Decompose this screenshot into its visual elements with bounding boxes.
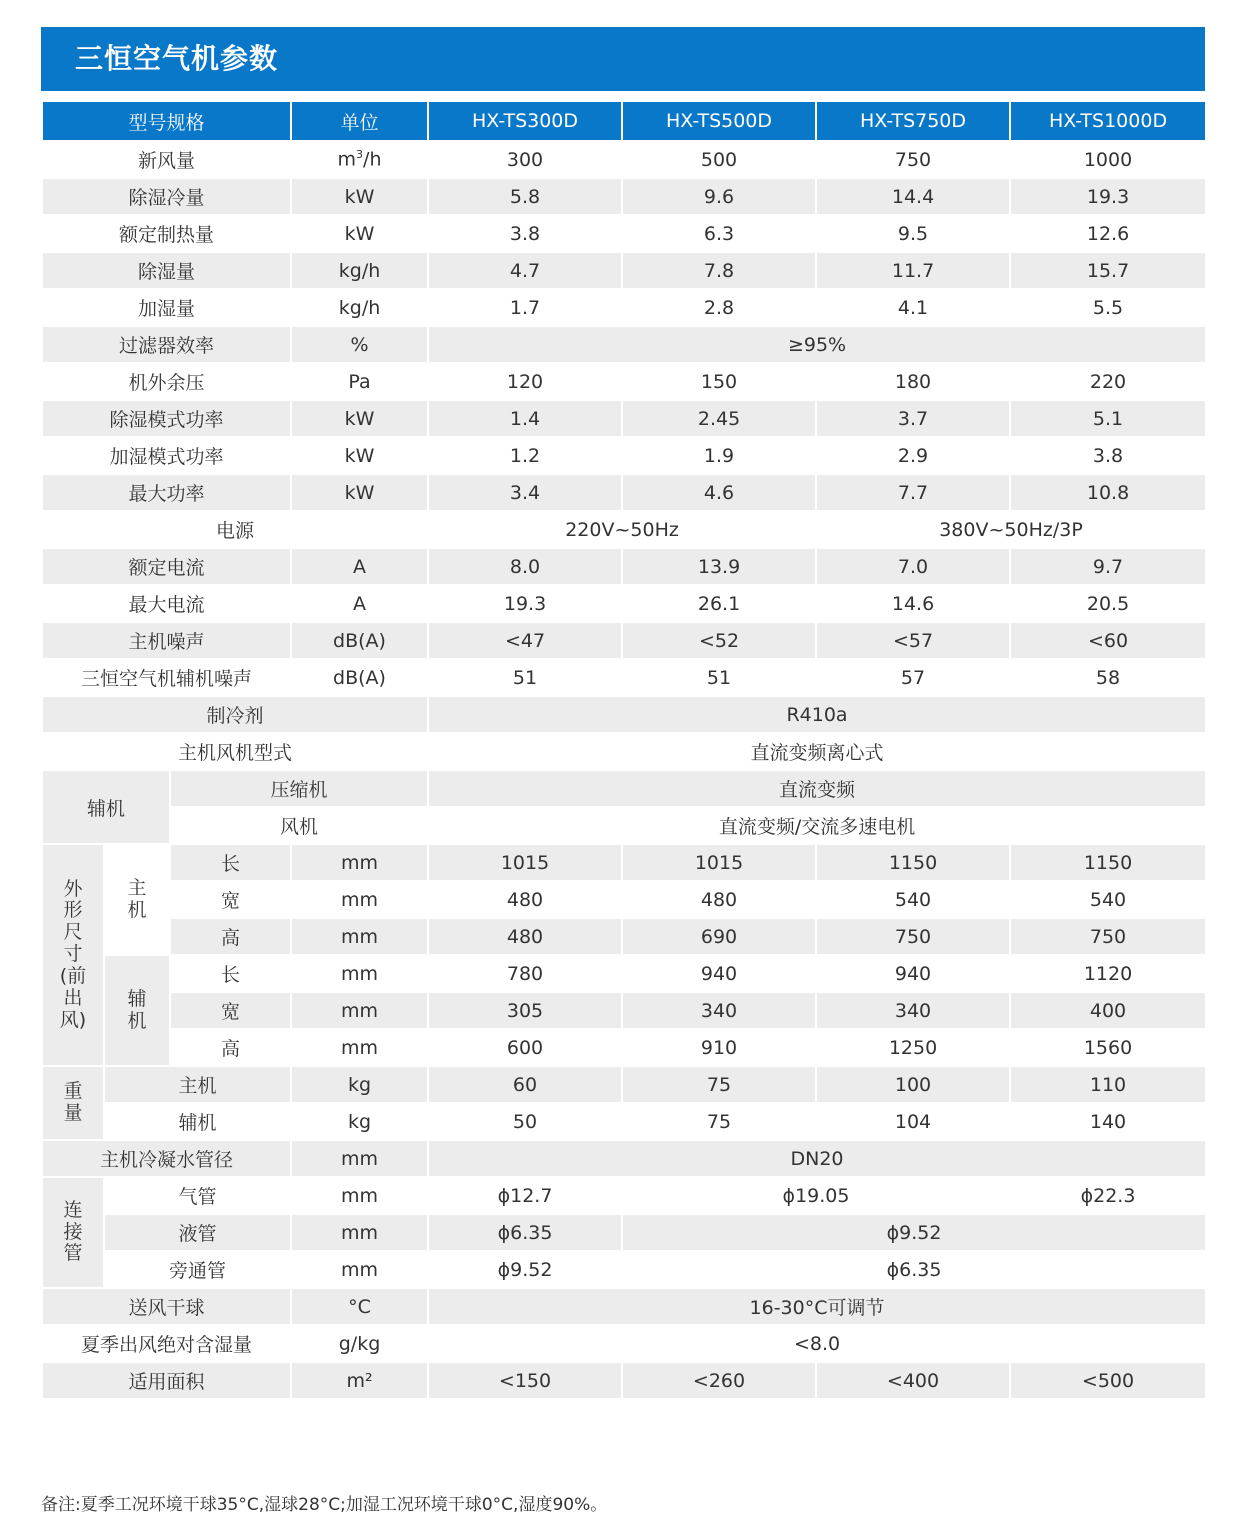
- row-label: 辅机: [104, 1103, 291, 1140]
- cell-value: 直流变频离心式: [428, 733, 1206, 770]
- row-label: 新风量: [42, 141, 291, 178]
- row-unit: mm: [291, 844, 428, 881]
- row-unit: mm: [291, 881, 428, 918]
- cell-value: 8.0: [428, 548, 622, 585]
- cell-value: ϕ6.35: [428, 1214, 622, 1251]
- cell-value: 480: [622, 881, 816, 918]
- cell-value: 7.8: [622, 252, 816, 289]
- cell-value: 140: [1010, 1103, 1206, 1140]
- table-row: [42, 215, 1206, 252]
- row-unit: kW: [291, 215, 428, 252]
- cell-value: 540: [816, 881, 1010, 918]
- row-label: 长: [170, 844, 291, 881]
- cell-value: ≥95%: [428, 326, 1206, 363]
- cell-value: 150: [622, 363, 816, 400]
- table-row: [42, 918, 1206, 955]
- table-row: [42, 548, 1206, 585]
- cell-value: 20.5: [1010, 585, 1206, 622]
- row-unit: kg/h: [291, 289, 428, 326]
- table-row: [42, 733, 1206, 770]
- row-unit: mm: [291, 1177, 428, 1214]
- header-model-3: HX-TS750D: [816, 101, 1010, 141]
- cell-value: <8.0: [428, 1325, 1206, 1362]
- group-label-aux-unit: 辅 机: [104, 955, 170, 1066]
- spec-table: [41, 100, 1207, 1400]
- row-unit: mm: [291, 955, 428, 992]
- cell-value: 940: [622, 955, 816, 992]
- table-row: [42, 1029, 1206, 1066]
- group-label-main-unit: 主 机: [104, 844, 170, 955]
- cell-value: 60: [428, 1066, 622, 1103]
- cell-value: 1120: [1010, 955, 1206, 992]
- table-row: [42, 289, 1206, 326]
- footnote: 备注:夏季工况环境干球35°C,湿球28°C;加湿工况环境干球0°C,湿度90%。: [41, 1495, 608, 1515]
- table-row: [42, 511, 1206, 548]
- cell-value: 3.8: [1010, 437, 1206, 474]
- table-row: [42, 1177, 1206, 1214]
- cell-value: <57: [816, 622, 1010, 659]
- cell-value: 3.8: [428, 215, 622, 252]
- row-unit: dB(A): [291, 659, 428, 696]
- cell-value: 1250: [816, 1029, 1010, 1066]
- cell-value: <150: [428, 1362, 622, 1399]
- cell-value: <47: [428, 622, 622, 659]
- table-row: [42, 1214, 1206, 1251]
- cell-value: <260: [622, 1362, 816, 1399]
- cell-value: 7.7: [816, 474, 1010, 511]
- cell-value: 110: [1010, 1066, 1206, 1103]
- table-row: [42, 1251, 1206, 1288]
- row-unit: kW: [291, 400, 428, 437]
- table-row: [42, 252, 1206, 289]
- cell-value: ϕ22.3: [1010, 1177, 1206, 1214]
- row-label: 液管: [104, 1214, 291, 1251]
- row-unit: kg: [291, 1066, 428, 1103]
- cell-value: 4.7: [428, 252, 622, 289]
- row-label: 电源: [42, 511, 428, 548]
- header-model: 型号规格: [42, 101, 291, 141]
- table-row: [42, 1362, 1206, 1399]
- cell-value: 1150: [816, 844, 1010, 881]
- cell-value: 690: [622, 918, 816, 955]
- row-unit: kW: [291, 474, 428, 511]
- row-label: 加湿量: [42, 289, 291, 326]
- row-label: 夏季出风绝对含湿量: [42, 1325, 291, 1362]
- cell-value: ϕ12.7: [428, 1177, 622, 1214]
- cell-value: 直流变频/交流多速电机: [428, 807, 1206, 844]
- row-unit: A: [291, 548, 428, 585]
- cell-value: 340: [816, 992, 1010, 1029]
- cell-value: 340: [622, 992, 816, 1029]
- cell-value: 3.7: [816, 400, 1010, 437]
- cell-value: 1560: [1010, 1029, 1206, 1066]
- row-unit: $m^3/h$: [291, 141, 428, 178]
- cell-value: 2.8: [622, 289, 816, 326]
- table-row: [42, 659, 1206, 696]
- cell-value: <500: [1010, 1362, 1206, 1399]
- row-unit: kg/h: [291, 252, 428, 289]
- row-label: 主机风机型式: [42, 733, 428, 770]
- row-label: 过滤器效率: [42, 326, 291, 363]
- row-unit: mm: [291, 992, 428, 1029]
- cell-value: 750: [816, 141, 1010, 178]
- row-unit: kg: [291, 1103, 428, 1140]
- cell-value: 305: [428, 992, 622, 1029]
- row-unit: mm: [291, 1029, 428, 1066]
- cell-value: 380V~50Hz/3P: [816, 511, 1206, 548]
- cell-value: 51: [428, 659, 622, 696]
- row-label: 三恒空气机辅机噪声: [42, 659, 291, 696]
- table-row: [42, 437, 1206, 474]
- row-unit: °C: [291, 1288, 428, 1325]
- cell-value: <60: [1010, 622, 1206, 659]
- cell-value: 480: [428, 918, 622, 955]
- table-row: [42, 141, 1206, 178]
- cell-value: <400: [816, 1362, 1010, 1399]
- table-row: [42, 178, 1206, 215]
- table-row: [42, 1288, 1206, 1325]
- row-label: 送风干球: [42, 1288, 291, 1325]
- cell-value: DN20: [428, 1140, 1206, 1177]
- table-row: [42, 363, 1206, 400]
- cell-value: 1.9: [622, 437, 816, 474]
- row-label: 压缩机: [170, 770, 428, 807]
- row-label: 长: [170, 955, 291, 992]
- row-unit: mm: [291, 1214, 428, 1251]
- row-unit: m²: [291, 1362, 428, 1399]
- row-unit: mm: [291, 1251, 428, 1288]
- row-label: 最大功率: [42, 474, 291, 511]
- cell-value: ϕ9.52: [622, 1214, 1206, 1251]
- cell-value: 14.4: [816, 178, 1010, 215]
- table-row: [42, 1066, 1206, 1103]
- table-row: [42, 400, 1206, 437]
- header-model-4: HX-TS1000D: [1010, 101, 1206, 141]
- cell-value: 7.0: [816, 548, 1010, 585]
- cell-value: 1150: [1010, 844, 1206, 881]
- cell-value: 15.7: [1010, 252, 1206, 289]
- cell-value: 1.2: [428, 437, 622, 474]
- group-label-pipes: 连 接 管: [42, 1177, 104, 1288]
- row-label: 高: [170, 918, 291, 955]
- cell-value: 9.5: [816, 215, 1010, 252]
- table-row: [42, 585, 1206, 622]
- cell-value: 4.6: [622, 474, 816, 511]
- row-label: 适用面积: [42, 1362, 291, 1399]
- cell-value: 直流变频: [428, 770, 1206, 807]
- row-unit: kW: [291, 437, 428, 474]
- cell-value: 120: [428, 363, 622, 400]
- cell-value: 50: [428, 1103, 622, 1140]
- cell-value: 910: [622, 1029, 816, 1066]
- cell-value: 19.3: [1010, 178, 1206, 215]
- cell-value: 750: [1010, 918, 1206, 955]
- row-label: 宽: [170, 992, 291, 1029]
- cell-value: 2.45: [622, 400, 816, 437]
- cell-value: 1000: [1010, 141, 1206, 178]
- cell-value: 1.4: [428, 400, 622, 437]
- row-unit: kW: [291, 178, 428, 215]
- cell-value: 57: [816, 659, 1010, 696]
- table-row: [42, 1325, 1206, 1362]
- cell-value: 13.9: [622, 548, 816, 585]
- cell-value: 220: [1010, 363, 1206, 400]
- group-label-weight: 重 量: [42, 1066, 104, 1140]
- row-label: 除湿冷量: [42, 178, 291, 215]
- cell-value: 26.1: [622, 585, 816, 622]
- cell-value: 750: [816, 918, 1010, 955]
- cell-value: 940: [816, 955, 1010, 992]
- row-label: 制冷剂: [42, 696, 428, 733]
- cell-value: 1.7: [428, 289, 622, 326]
- cell-value: ϕ9.52: [428, 1251, 622, 1288]
- table-row: [42, 770, 1206, 807]
- cell-value: 540: [1010, 881, 1206, 918]
- cell-value: 3.4: [428, 474, 622, 511]
- row-label: 风机: [170, 807, 428, 844]
- cell-value: 11.7: [816, 252, 1010, 289]
- row-label: 主机噪声: [42, 622, 291, 659]
- row-label: 主机: [104, 1066, 291, 1103]
- cell-value: 12.6: [1010, 215, 1206, 252]
- group-label-aux: 辅机: [42, 770, 170, 844]
- row-label: 旁通管: [104, 1251, 291, 1288]
- cell-value: 14.6: [816, 585, 1010, 622]
- cell-value: 75: [622, 1066, 816, 1103]
- cell-value: 51: [622, 659, 816, 696]
- cell-value: 10.8: [1010, 474, 1206, 511]
- cell-value: 100: [816, 1066, 1010, 1103]
- table-row: [42, 326, 1206, 363]
- cell-value: 2.9: [816, 437, 1010, 474]
- cell-value: 1015: [428, 844, 622, 881]
- table-row: [42, 1140, 1206, 1177]
- table-row: [42, 1103, 1206, 1140]
- cell-value: 5.1: [1010, 400, 1206, 437]
- row-label: 加湿模式功率: [42, 437, 291, 474]
- cell-value: 75: [622, 1103, 816, 1140]
- row-unit: mm: [291, 918, 428, 955]
- row-label: 机外余压: [42, 363, 291, 400]
- cell-value: 300: [428, 141, 622, 178]
- cell-value: R410a: [428, 696, 1206, 733]
- table-row: [42, 992, 1206, 1029]
- row-unit: A: [291, 585, 428, 622]
- header-unit: 单位: [291, 101, 428, 141]
- table-row: [42, 696, 1206, 733]
- header-model-1: HX-TS300D: [428, 101, 622, 141]
- row-unit: %: [291, 326, 428, 363]
- table-row: [42, 955, 1206, 992]
- row-label: 额定制热量: [42, 215, 291, 252]
- row-label: 额定电流: [42, 548, 291, 585]
- table-row: [42, 807, 1206, 844]
- cell-value: 480: [428, 881, 622, 918]
- table-row: [42, 881, 1206, 918]
- cell-value: 58: [1010, 659, 1206, 696]
- cell-value: 600: [428, 1029, 622, 1066]
- cell-value: 1015: [622, 844, 816, 881]
- row-unit: mm: [291, 1140, 428, 1177]
- table-row: [42, 844, 1206, 881]
- cell-value: ϕ19.05: [622, 1177, 1010, 1214]
- cell-value: 400: [1010, 992, 1206, 1029]
- row-label: 除湿量: [42, 252, 291, 289]
- row-label: 除湿模式功率: [42, 400, 291, 437]
- row-unit: Pa: [291, 363, 428, 400]
- row-label: 最大电流: [42, 585, 291, 622]
- row-label: 气管: [104, 1177, 291, 1214]
- cell-value: <52: [622, 622, 816, 659]
- cell-value: 5.5: [1010, 289, 1206, 326]
- table-header: [42, 101, 1206, 141]
- group-label-dimensions: 外 形 尺 寸 (前 出 风): [42, 844, 104, 1066]
- cell-value: ϕ6.35: [622, 1251, 1206, 1288]
- cell-value: 9.7: [1010, 548, 1206, 585]
- row-label: 高: [170, 1029, 291, 1066]
- cell-value: 780: [428, 955, 622, 992]
- table-row: [42, 474, 1206, 511]
- cell-value: 500: [622, 141, 816, 178]
- cell-value: 9.6: [622, 178, 816, 215]
- row-label: 主机冷凝水管径: [42, 1140, 291, 1177]
- cell-value: 5.8: [428, 178, 622, 215]
- cell-value: 6.3: [622, 215, 816, 252]
- cell-value: 19.3: [428, 585, 622, 622]
- cell-value: 16-30°C可调节: [428, 1288, 1206, 1325]
- cell-value: 180: [816, 363, 1010, 400]
- cell-value: 4.1: [816, 289, 1010, 326]
- table-row: [42, 622, 1206, 659]
- row-unit: g/kg: [291, 1325, 428, 1362]
- row-label: 宽: [170, 881, 291, 918]
- cell-value: 104: [816, 1103, 1010, 1140]
- row-unit: dB(A): [291, 622, 428, 659]
- cell-value: 220V~50Hz: [428, 511, 816, 548]
- header-model-2: HX-TS500D: [622, 101, 816, 141]
- page-title: 三恒空气机参数: [41, 27, 1205, 91]
